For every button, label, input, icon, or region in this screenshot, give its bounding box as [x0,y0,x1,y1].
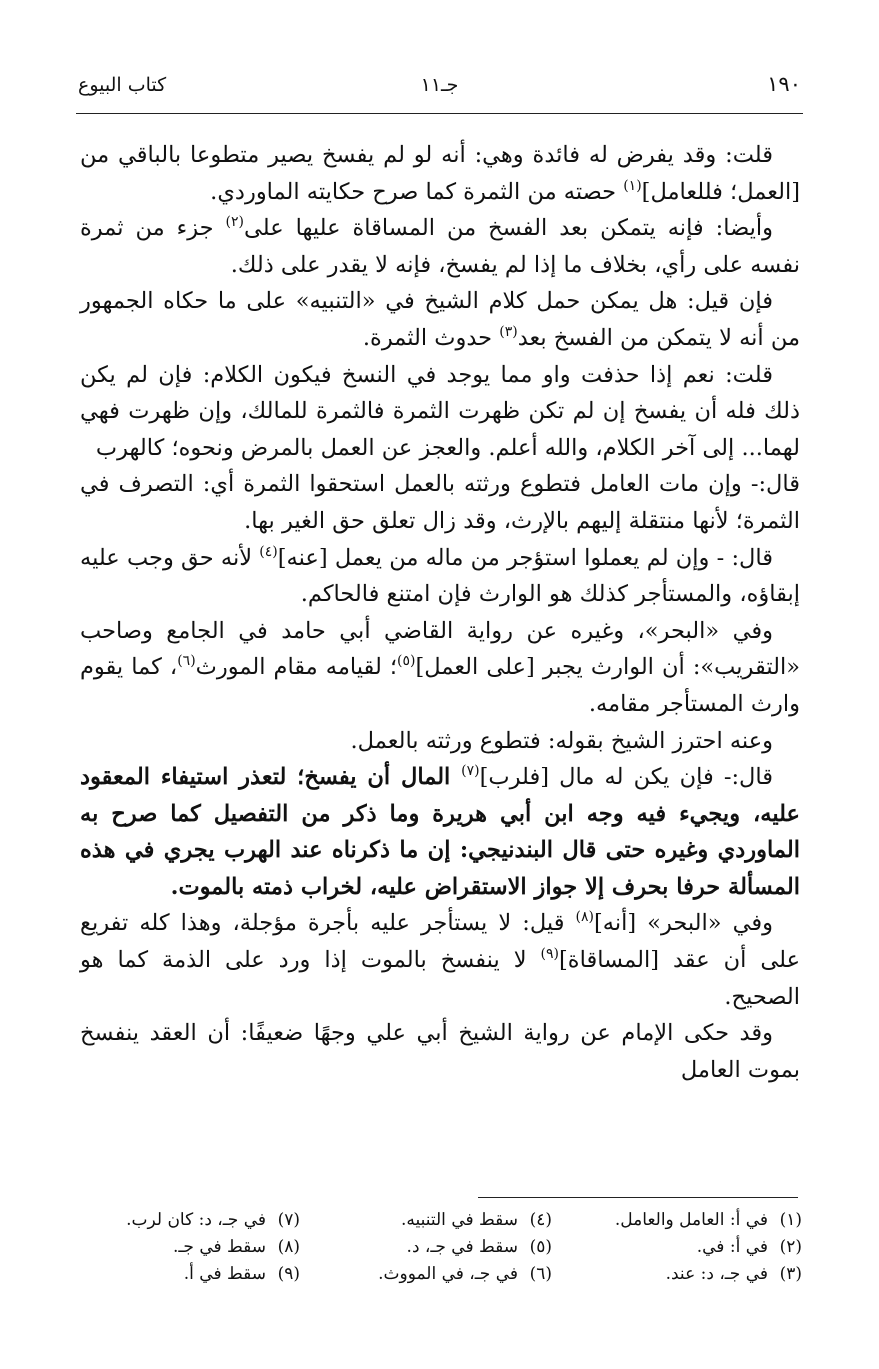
footnote-number: (٢) [779,1237,802,1257]
footnote-number: (٦) [529,1264,552,1284]
text-run: قال:- فإن يكن له مال [فلرب] [479,764,774,791]
text-run: وفي «البحر»، وغيره عن رواية القاضي أبي حامد في الجامع وصاحب «التقريب»: أن الوارث يجبر [على العمل] [80,617,800,681]
text-run: قال: - وإن لم يعملوا استؤجر من ماله من يعمل [عنه] [277,544,773,571]
footnote-text: في جـ، د: كان لرب. [126,1210,266,1230]
footnote-text: سقط في أ. [183,1264,266,1284]
footnote-row [90,1261,802,1288]
paragraph [80,905,800,1015]
footnote [552,1234,802,1261]
footnote-divider [478,1197,798,1198]
footnote-number: (٤) [529,1210,552,1230]
footnote-text: في أ: في. [696,1237,768,1257]
footnotes [90,1207,802,1288]
footnote-text: سقط في التنبيه. [400,1210,518,1230]
text-run: وفي «البحر» [أنه] [593,910,773,937]
paragraph [80,210,800,283]
header-divider [76,113,803,114]
footnote-text: في جـ، في المووث. [378,1264,518,1284]
paragraph [80,137,800,210]
footnote-number: (٩) [277,1264,300,1284]
text-run: وقد حكى الإمام عن رواية الشيخ أبي علي وجهًا ضعيفًا: أن العقد ينفسخ بموت العامل [80,1020,800,1083]
paragraph [80,759,800,905]
footnote-number: (٨) [277,1237,300,1257]
text-run: ، كما يقوم وارث المستأجر مقامه. [80,654,800,717]
footnote-ref: (١) [623,177,642,194]
footnote [300,1234,552,1261]
footnote-text: سقط في جـ، د. [406,1237,518,1257]
footnote-text: سقط في جـ. [173,1237,266,1257]
paragraph [80,723,800,760]
footnote-row [90,1234,802,1261]
text-run: وأيضا: فإنه يتمكن بعد الفسخ من المساقاة عليها على [244,215,773,242]
running-header [78,72,801,104]
text-run: فإن قيل: هل يمكن حمل كلام الشيخ في «التنبيه» على ما حكاه الجمهور من أنه لا يتمكن من الفسخ بعد [80,288,800,351]
book-title: كتاب البيوع [78,74,167,96]
text-run: وعنه احترز الشيخ بقوله: فتطوع ورثته بالعمل. [350,727,773,754]
text-run: جزء من ثمرة نفسه على رأي، بخلاف ما إذا لم يفسخ، فإنه لا يقدر على ذلك. [80,215,800,278]
footnote-number: (٥) [529,1237,552,1257]
footnote-number: (٧) [277,1210,300,1230]
text-run: لأنه حق وجب عليه إبقاؤه، والمستأجر كذلك هو الوارث فإن امتنع فالحاكم. [80,544,800,608]
paragraph [80,283,800,356]
text-run: قال:- وإن مات العامل فتطوع ورثته بالعمل استحقوا الثمرة أي: التصرف في الثمرة؛ لأنها منتقلة إليهم بالإرث، وقد زال تعلق حق الغير بها. [80,471,800,534]
footnote-number: (٣) [779,1264,802,1284]
footnote [552,1207,802,1234]
footnote-ref: (٩) [540,946,560,963]
main-text [80,137,800,1088]
footnote [90,1261,300,1288]
footnote-ref: (٨) [575,909,594,926]
footnote-text: في جـ، د: عند. [665,1264,768,1284]
text-run: لا ينفسخ بالموت إذا ورد على الذمة كما هو الصحيح. [80,947,800,1010]
footnote [300,1261,552,1288]
footnote [90,1234,300,1261]
footnote-ref: (٤) [259,543,278,560]
footnote-ref: (٢) [225,214,245,231]
paragraph [80,540,800,613]
footnote-ref: (٧) [461,763,480,780]
footnote [90,1207,300,1234]
footnote-number: (١) [779,1210,802,1230]
page-number: ١٩٠ [767,72,801,96]
footnote-text: في أ: العامل والعامل. [614,1210,768,1230]
paragraph [80,1015,800,1088]
text-run: المال أن يفسخ؛ لتعذر استيفاء المعقود عليه، ويجيء فيه وجه ابن أبي هريرة وما ذكر من التفصيل كما صرح به الماوردي وغيره حتى قال البندنيجي: إن ما ذكرناه عند الهرب يجري في هذه المسألة حرفا بحرف إلا جواز الاستقراض عليه، لخراب ذمته بالموت. [80,764,800,900]
footnote [300,1207,552,1234]
footnote-ref: (٦) [177,653,196,670]
footnote-row [90,1207,802,1234]
text-run: قيل: لا يستأجر عليه بأجرة مؤجلة، وهذا كله تفريع على أن عقد [المساقاة] [80,910,800,974]
paragraph [80,466,800,539]
text-run: ؛ لقيامه مقام المورث [195,654,398,681]
footnote-ref: (٥) [397,653,416,670]
text-run: قلت: نعم إذا حذفت واو مما يوجد في النسخ فيكون الكلام: فإن لم يكن ذلك فله أن يفسخ إن لم تكن ظهرت الثمرة فالثمرة للمالك، وإن ظهرت فهي لهما... إلى آخر الكلام، والله أعلم. والعجز عن العمل بالمرض ونحوه؛ كالهرب [80,361,800,461]
paragraph [80,357,800,467]
text-run: قلت: وقد يفرض له فائدة وهي: أنه لو لم يفسخ يصير متطوعا بالباقي من [العمل؛ فللعامل] [80,142,800,205]
footnote-ref: (٣) [499,323,518,340]
text-run: حصته من الثمرة كما صرح حكايته الماوردي. [210,178,624,205]
footnote [552,1261,802,1288]
volume-label: جـ١١ [420,74,459,96]
text-run: حدوث الثمرة. [362,324,500,351]
paragraph [80,613,800,723]
